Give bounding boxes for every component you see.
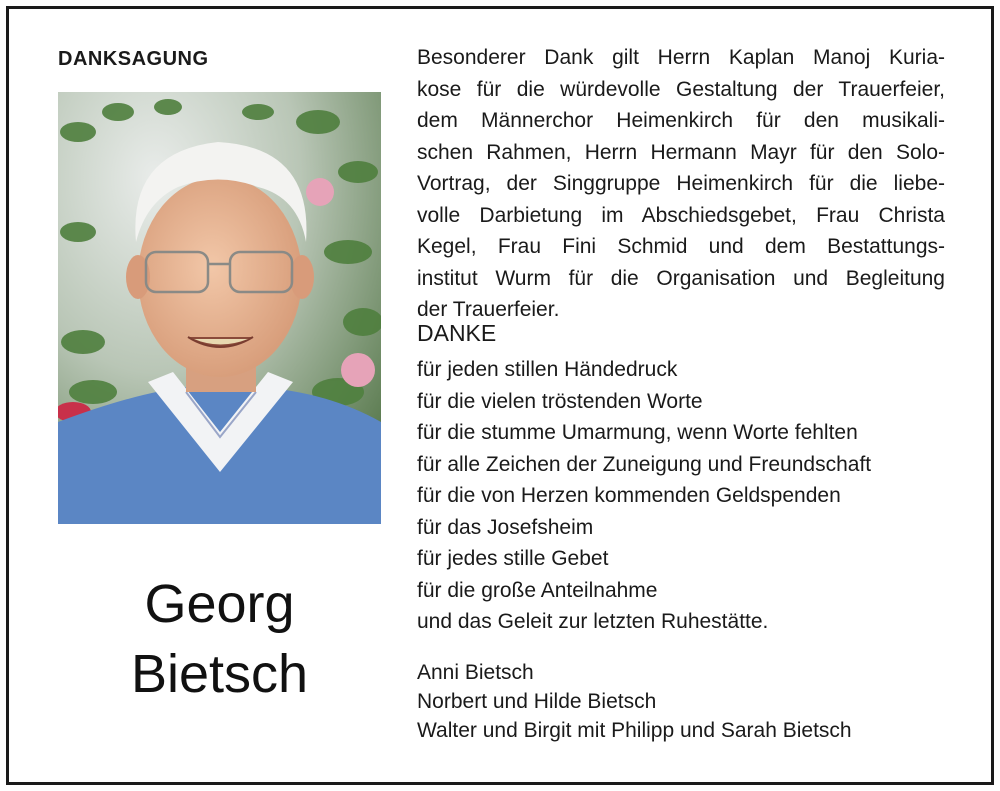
danke-line: für jeden stillen Händedruck xyxy=(417,358,678,381)
signer: Norbert und Hilde Bietsch xyxy=(417,690,657,713)
deceased-first-name: Georg xyxy=(144,574,295,634)
signers-list xyxy=(417,658,945,745)
notice-heading: DANKSAGUNG xyxy=(58,48,209,70)
danke-line: für die vielen tröstenden Worte xyxy=(417,389,703,413)
thanks-line: volle Darbietung im Abschiedsgebet, Frau Christa xyxy=(417,203,945,227)
thanks-line: institut Wurm für die Organisation und Begleitung xyxy=(417,266,945,290)
portrait-photo xyxy=(58,92,381,524)
thanks-line: dem Männerchor Heimenkirch für den musikali- xyxy=(417,109,945,132)
danke-line: für alle Zeichen der Zuneigung und Freundschaft xyxy=(417,452,872,476)
thanks-line: Vortrag, der Singgruppe Heimenkirch für die liebe- xyxy=(417,172,945,195)
thanks-line: Kegel, Frau Fini Schmid und dem Bestattungs- xyxy=(417,235,945,258)
danke-list xyxy=(417,354,945,638)
signer: Walter und Birgit mit Philipp und Sarah Bietsch xyxy=(417,719,852,742)
danke-line: für die stumme Umarmung, wenn Worte fehlten xyxy=(417,421,858,444)
danke-line: für das Josefsheim xyxy=(417,515,594,539)
thanks-line: schen Rahmen, Herrn Hermann Mayr für den Solo- xyxy=(417,140,945,164)
danke-line: für jedes stille Gebet xyxy=(417,547,609,570)
deceased-last-name: Bietsch xyxy=(130,644,309,704)
thanks-line: der Trauerfeier. xyxy=(417,298,560,321)
thanks-paragraph xyxy=(417,42,945,326)
danke-line: für die von Herzen kommenden Geldspenden xyxy=(417,484,841,507)
danke-title: DANKE xyxy=(417,320,497,346)
thanks-line: kose für die würdevolle Gestaltung der Trauerfeier, xyxy=(417,77,945,101)
danke-line: für die große Anteilnahme xyxy=(417,578,658,602)
thanks-line: Besonderer Dank gilt Herrn Kaplan Manoj Kuria- xyxy=(417,46,945,69)
signer: Anni Bietsch xyxy=(417,661,534,684)
danke-line: und das Geleit zur letzten Ruhestätte. xyxy=(417,610,769,633)
